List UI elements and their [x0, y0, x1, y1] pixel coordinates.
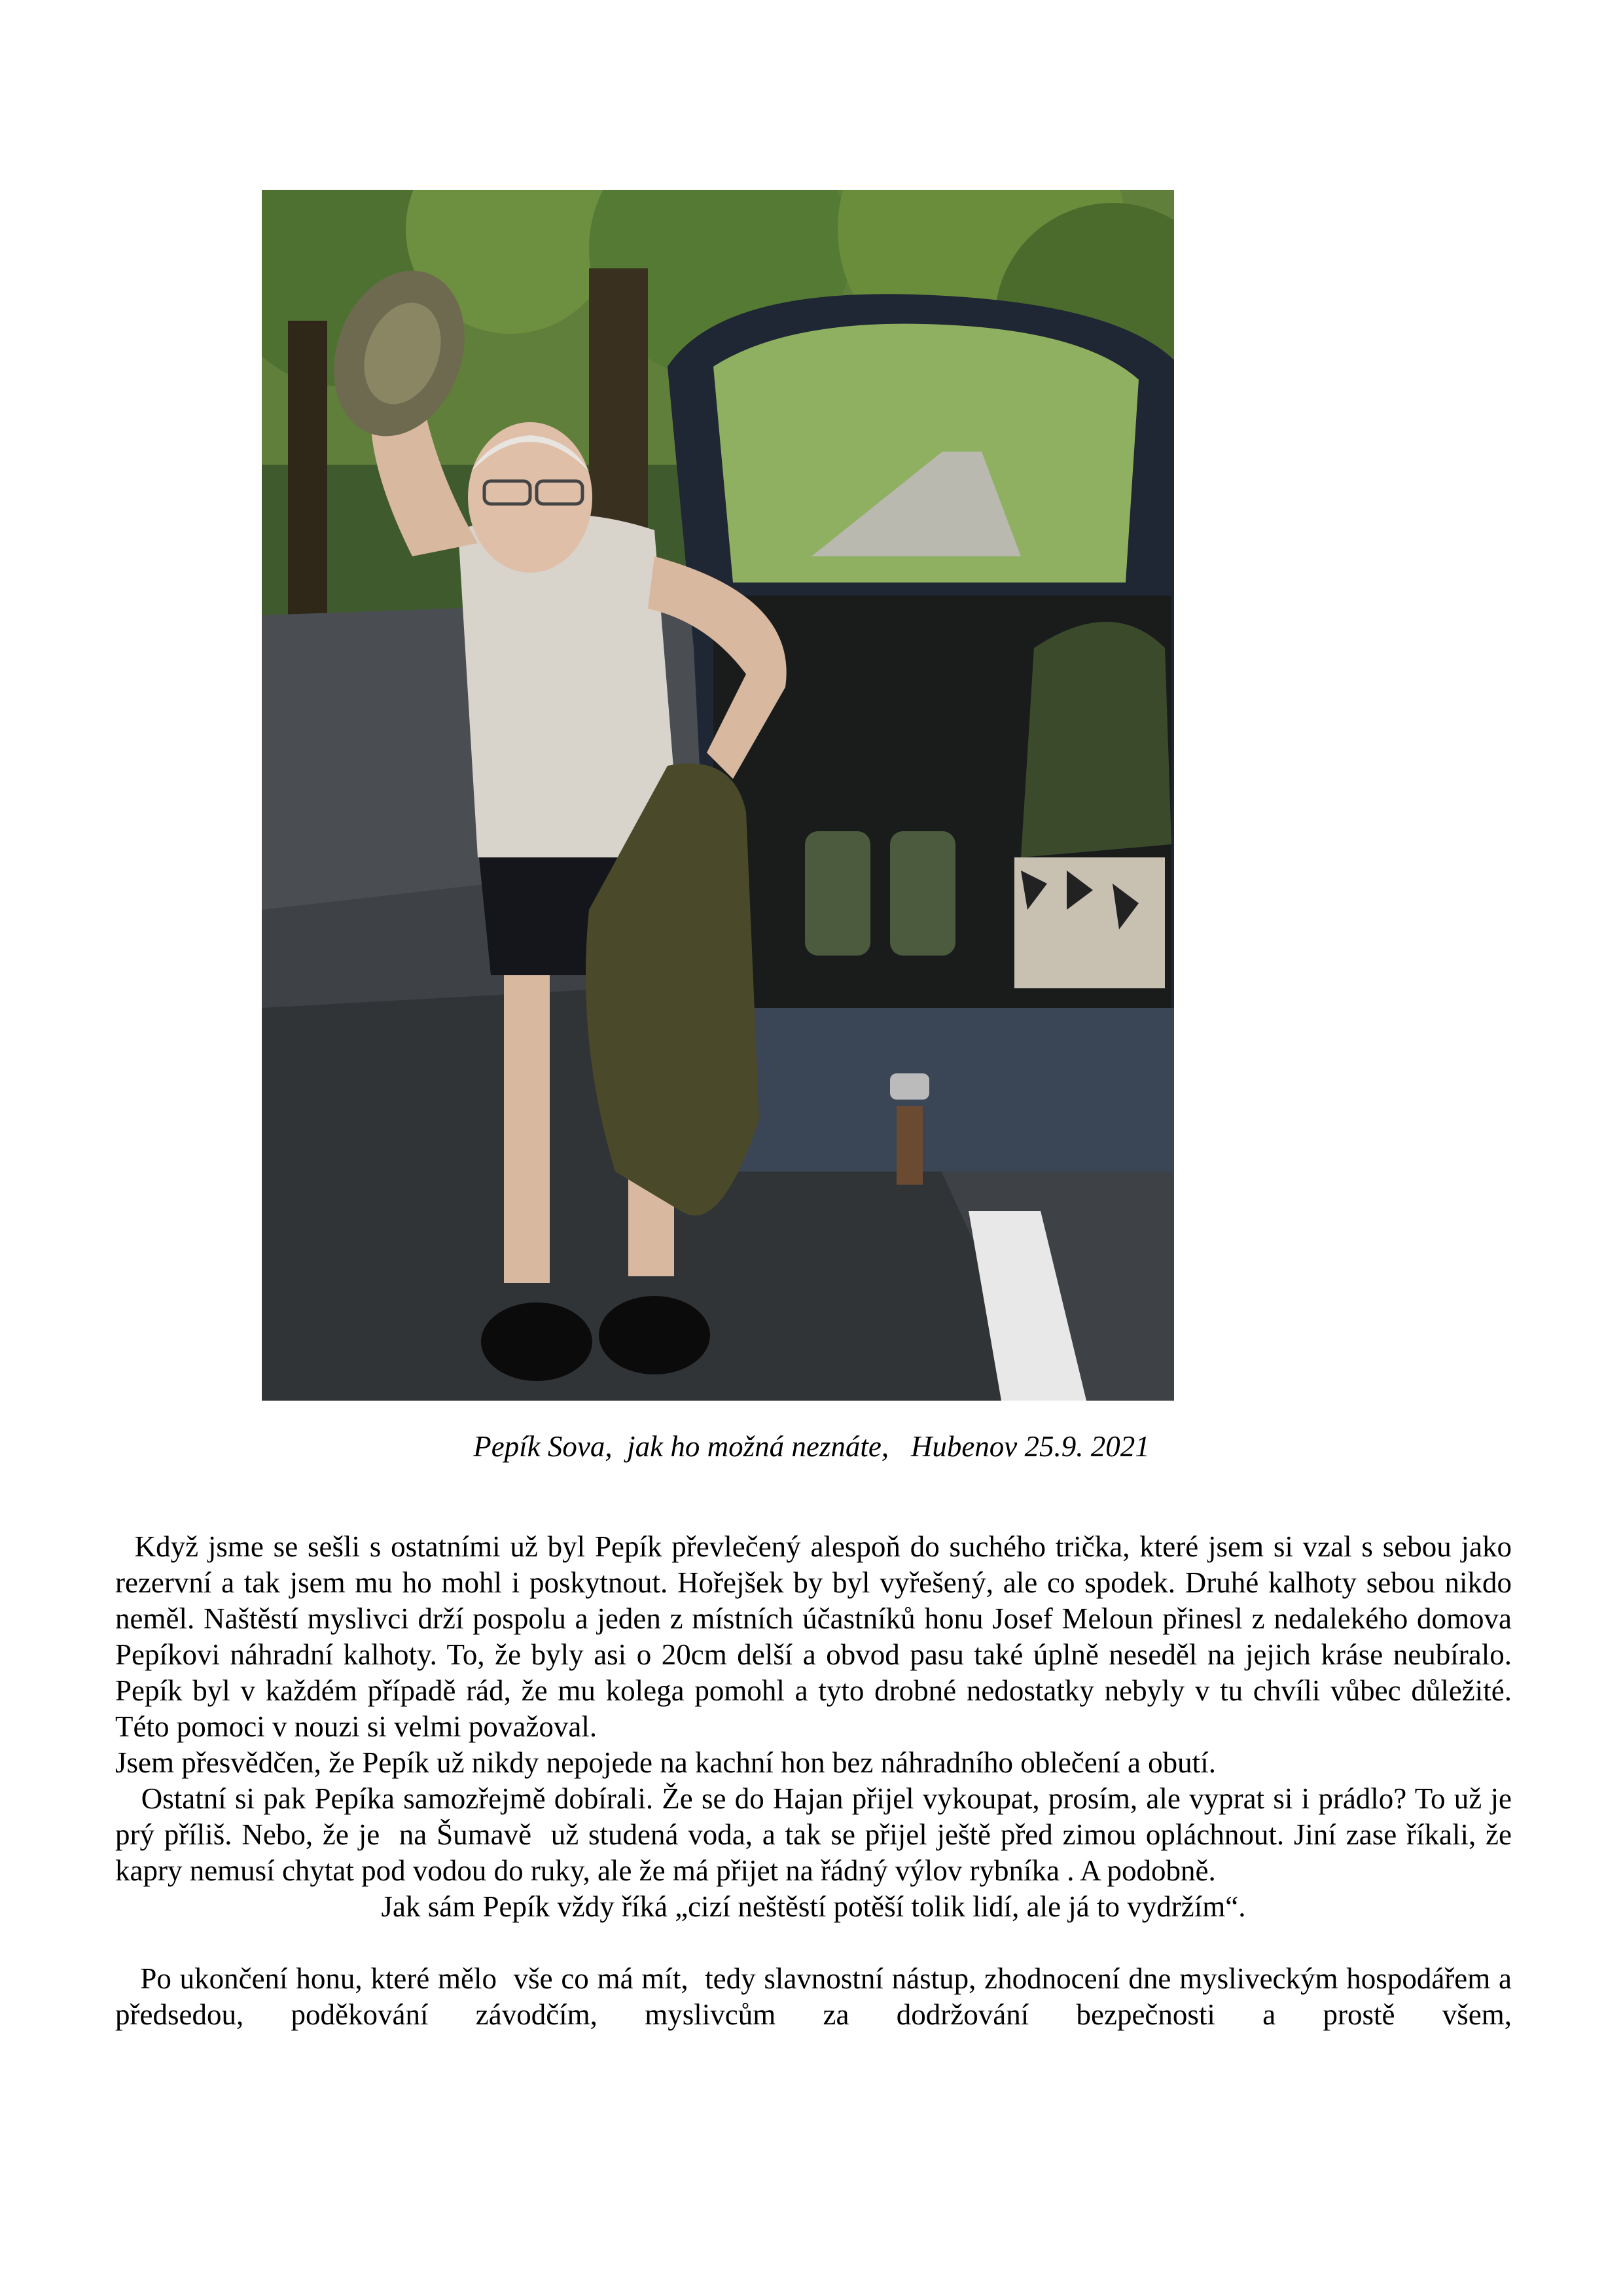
quote-line: Jak sám Pepík vždy říká „cizí neštěstí potěší tolik lidí, ale já to vydržím“.	[381, 1890, 1246, 1923]
paragraph-5: Po ukončení honu, které mělo vše co má mít, tedy slavnostní nástup, zhodnocení dne mysliveckým hospodářem a předsedou, poděkování závodčím, myslivcům za dodržování bezpečnosti a prostě všem,	[115, 1962, 1520, 2031]
article-text	[115, 1529, 1520, 2033]
paragraph-1: Když jsme se sešli s ostatními už byl Pepík převlečený alespoň do suchého trička, které jsem si vzal s sebou jako rezervní a tak jsem mu ho mohl i poskytnout. Hořejšek by byl vyřešený, ale co spodek. Druhé kalhoty sebou nikdo neměl. Naštěstí myslivci drží pospolu a jeden z místních účastníků honu Josef Meloun přinesl z nedalekého domova Pepíkovi náhradní kalhoty. To, že byly asi o 20cm delší a obvod pasu také úplně neseděl na jejich kráse neubíralo. Pepík byl v každém případě rád, že mu kolega pomohl a tyto drobné nedostatky nebyly v tu chvíli vůbec důležité. Této pomoci v nouzi si velmi považoval.	[115, 1530, 1520, 1743]
paragraph-3: Ostatní si pak Pepíka samozřejmě dobírali. Že se do Hajan přijel vykoupat, prosím, ale vyprat si i prádlo? To už je prý příliš. Nebo, že je na Šumavě už studená voda, a tak se přijel ještě před zimou opláchnout. Jiní zase říkali, že kapry nemusí chytat pod vodou do ruky, ale že má přijet na řádný výlov rybníka . A podobně.	[115, 1782, 1520, 1887]
photo-illustration	[262, 190, 1174, 1401]
photo-man-raising-hat-by-car	[262, 190, 1174, 1401]
paragraph-2: Jsem přesvědčen, že Pepík už nikdy nepojede na kachní hon bez náhradního oblečení a obutí.	[115, 1746, 1216, 1779]
photo-caption: Pepík Sova, jak ho možná neznáte, Hubenov 25.9. 2021	[473, 1430, 1150, 1463]
paragraph-spacer	[115, 1925, 1512, 1961]
